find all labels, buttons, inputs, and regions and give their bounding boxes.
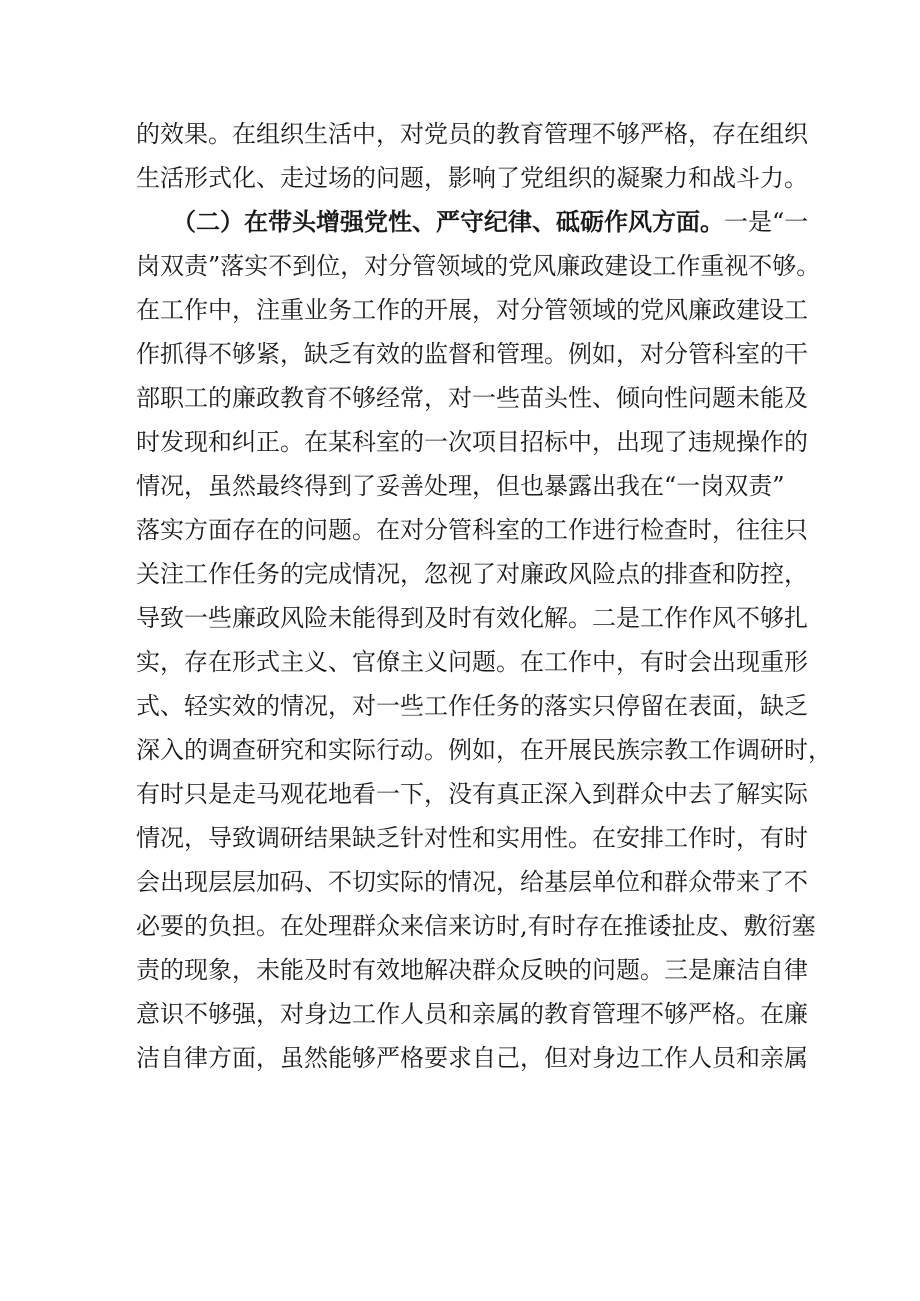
section-heading-line: [136, 200, 809, 244]
text-line: 时发现和纠正。在某科室的一次项目招标中，出现了违规操作的: [136, 428, 808, 456]
section-heading: （二）在带头增强党性、严守纪律、砥砺作风方面。: [184, 207, 724, 236]
indent: [136, 208, 184, 236]
text-line: 责的现象，未能及时有效地解决群众反映的问题。三是廉洁自律: [136, 956, 808, 984]
text-line: 导致一些廉政风险未能得到及时有效化解。二是工作作风不够扎: [136, 604, 808, 632]
text-line: 在工作中，注重业务工作的开展，对分管领域的党风廉政建设工: [136, 296, 808, 324]
text-line: 有时只是走马观花地看一下，没有真正深入到群众中去了解实际: [136, 780, 808, 808]
text-line: 关注工作任务的完成情况，忽视了对廉政风险点的排查和防控，: [136, 560, 808, 588]
text-line: 的效果。在组织生活中，对党员的教育管理不够严格，存在组织: [136, 120, 808, 148]
text-line: 作抓得不够紧，缺乏有效的监督和管理。例如，对分管科室的干: [136, 340, 808, 368]
text-line: 深入的调查研究和实际行动。例如，在开展民族宗教工作调研时，: [136, 736, 832, 764]
text-line: 情况，导致调研结果缺乏针对性和实用性。在安排工作时，有时: [136, 824, 808, 852]
text-line: 必要的负担。在处理群众来信来访时,有时存在推诿扯皮、敷衍塞: [136, 912, 816, 940]
text-line-continuation: 一是“一: [724, 208, 809, 236]
text-line: 落实方面存在的问题。在对分管科室的工作进行检查时，往往只: [136, 516, 808, 544]
text-line: 情况，虽然最终得到了妥善处理，但也暴露出我在“一岗双责”: [136, 472, 785, 500]
text-line: 实，存在形式主义、官僚主义问题。在工作中，有时会出现重形: [136, 648, 808, 676]
text-line: 意识不够强，对身边工作人员和亲属的教育管理不够严格。在廉: [136, 1000, 808, 1028]
body-text: [136, 112, 832, 1080]
text-line: 部职工的廉政教育不够经常，对一些苗头性、倾向性问题未能及: [136, 384, 808, 412]
text-line: 洁自律方面，虽然能够严格要求自己，但对身边工作人员和亲属: [136, 1044, 808, 1072]
text-line: 式、轻实效的情况，对一些工作任务的落实只停留在表面，缺乏: [136, 692, 808, 720]
text-line: 岗双责”落实不到位，对分管领域的党风廉政建设工作重视不够。: [136, 252, 821, 280]
text-line: 生活形式化、走过场的问题，影响了党组织的凝聚力和战斗力。: [136, 164, 808, 192]
text-line: 会出现层层加码、不切实际的情况，给基层单位和群众带来了不: [136, 868, 808, 896]
